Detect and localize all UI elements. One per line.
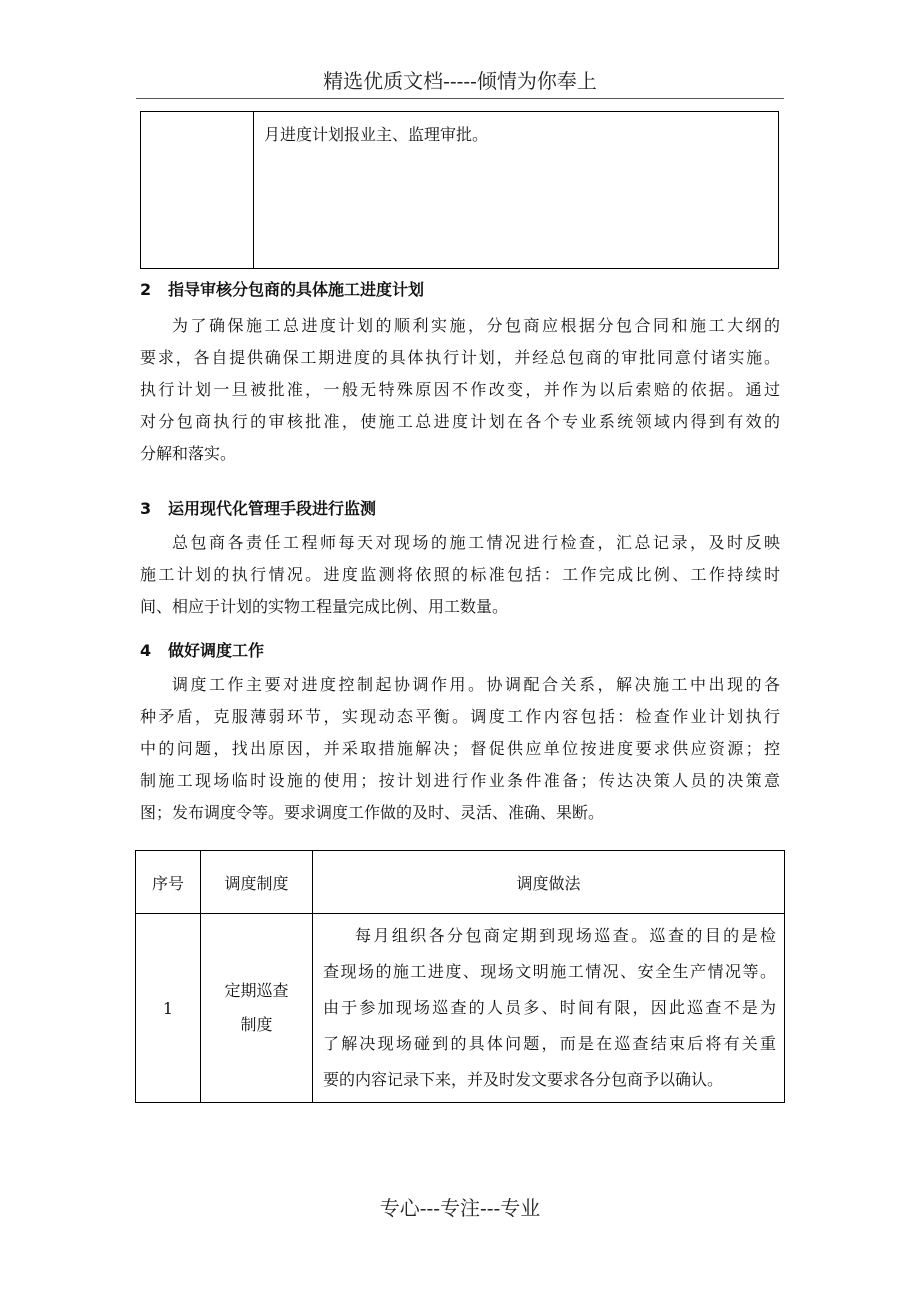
section-number: 3 — [140, 499, 152, 518]
row-system-line: 定期巡查 — [224, 981, 289, 1000]
paragraph-line: 对分包商执行的审核批准，使施工总进度计划在各个专业系统领域内得到有效的 — [140, 412, 780, 431]
paragraph-line: 施工计划的执行情况。进度监测将依照的标准包括：工作完成比例、工作持续时 — [140, 565, 780, 584]
section-title: 指导审核分包商的具体施工进度计划 — [168, 280, 425, 299]
section-heading-2 — [140, 277, 424, 300]
table-row — [136, 914, 785, 1103]
paragraph-line: 间、相应于计划的实物工程量完成比例、用工数量。 — [140, 597, 509, 616]
paragraph-line: 执行计划一旦被批准，一般无特殊原因不作改变，并作为以后索赔的依据。通过 — [140, 380, 780, 399]
section-heading-4 — [140, 638, 264, 661]
section-paragraph-3 — [140, 527, 780, 623]
paragraph-line: 总包商各责任工程师每天对现场的施工情况进行检查，汇总记录，及时反映 — [172, 533, 780, 552]
section-paragraph-2 — [140, 310, 780, 470]
paragraph-line: 制施工现场临时设施的使用；按计划进行作业条件准备；传达决策人员的决策意 — [140, 771, 780, 790]
paragraph-line: 图；发布调度令等。要求调度工作做的及时、灵活、准确、果断。 — [140, 803, 605, 822]
method-line: 要的内容记录下来，并及时发文要求各分包商予以确认。 — [323, 1070, 724, 1089]
paragraph-line: 分解和落实。 — [140, 444, 237, 463]
header-method: 调度做法 — [313, 851, 785, 914]
schedule-table — [135, 850, 785, 1103]
page-header: 精选优质文档-----倾情为你奉上 — [136, 64, 784, 99]
paragraph-line: 为了确保施工总进度计划的顺利实施，分包商应根据分包合同和施工大纲的 — [172, 316, 780, 335]
paragraph-line: 中的问题，找出原因，并采取措施解决；督促供应单位按进度要求供应资源；控 — [140, 739, 780, 758]
section-number: 2 — [140, 280, 152, 299]
row-no: 1 — [136, 914, 201, 1103]
paragraph-line: 调度工作主要对进度控制起协调作用。协调配合关系，解决施工中出现的各 — [172, 675, 780, 694]
section-number: 4 — [140, 641, 152, 660]
section-title: 做好调度工作 — [168, 641, 265, 660]
continued-table-text: 月进度计划报业主、监理审批。 — [264, 125, 489, 144]
section-heading-3 — [140, 496, 376, 519]
section-paragraph-4 — [140, 669, 780, 829]
table-header-row — [136, 851, 785, 914]
header-system: 调度制度 — [201, 851, 313, 914]
method-line: 了解决现场碰到的具体问题，而是在巡查结束后将有关重 — [323, 1034, 776, 1053]
row-system — [201, 914, 313, 1103]
header-no: 序号 — [136, 851, 201, 914]
continued-table — [140, 111, 779, 269]
paragraph-line: 种矛盾，克服薄弱环节，实现动态平衡。调度工作内容包括：检查作业计划执行 — [140, 707, 780, 726]
page-footer: 专心---专注---专业 — [379, 1196, 541, 1220]
method-line: 查现场的施工进度、现场文明施工情况、安全生产情况等。 — [323, 962, 776, 981]
method-line: 每月组织各分包商定期到现场巡查。巡查的目的是检 — [355, 926, 776, 945]
continued-table-left-cell — [141, 112, 254, 268]
method-line: 由于参加现场巡查的人员多、时间有限，因此巡查不是为 — [323, 998, 776, 1017]
row-system-line: 制度 — [240, 1015, 273, 1034]
row-method — [313, 914, 785, 1103]
section-title: 运用现代化管理手段进行监测 — [168, 499, 377, 518]
paragraph-line: 要求，各自提供确保工期进度的具体执行计划，并经总包商的审批同意付诸实施。 — [140, 348, 780, 367]
